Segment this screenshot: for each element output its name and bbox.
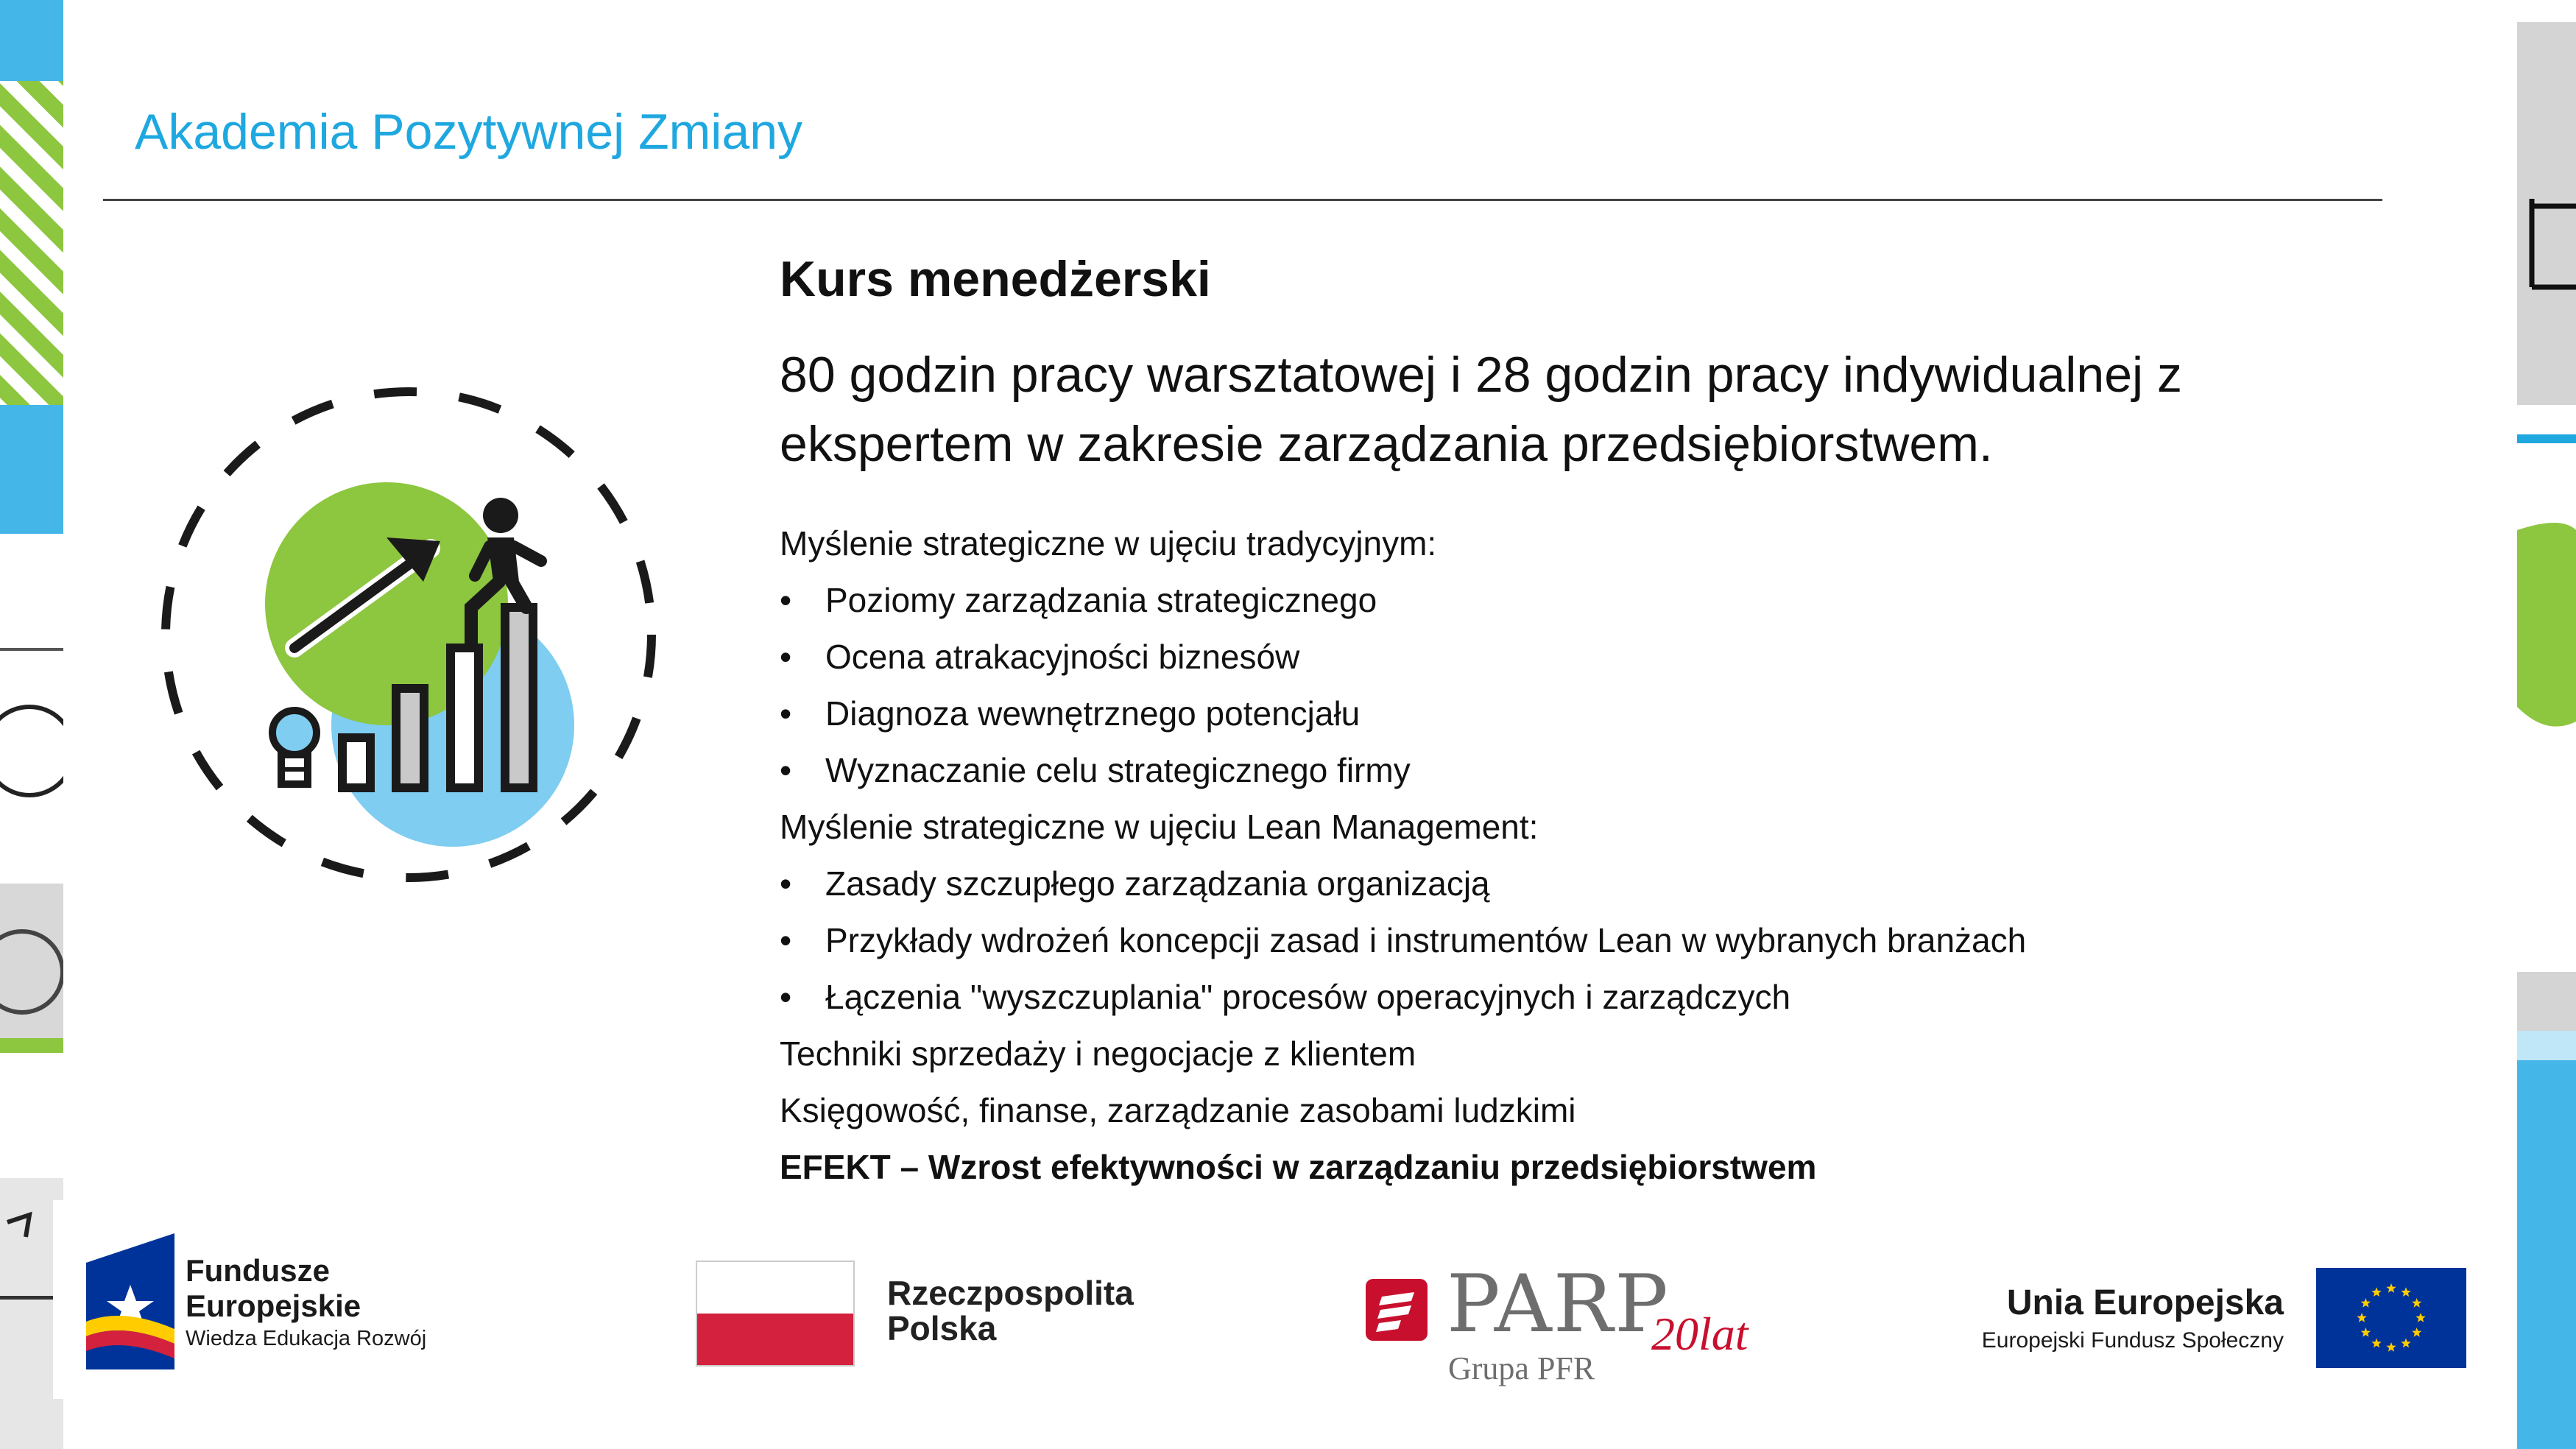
line-text: Myślenie strategiczne w ujęciu Lean Management: [780,808,1539,846]
line-text: Techniki sprzedaży i negocjacje z klientem [780,1034,1416,1073]
topic-line [780,1026,2385,1082]
parp-group: Grupa PFR [1448,1350,1595,1386]
header-divider [103,199,2382,201]
parp-name: PARP [1447,1258,1670,1350]
unia-europejska-logo [1958,1268,2466,1371]
topic-line [780,1139,2385,1196]
rzeczpospolita-polska-name [887,1275,1134,1346]
fundusze-europejskie-name [186,1253,361,1324]
line-text: Przykłady wdrożeń koncepcji zasad i instrumentów Lean w wybranych branżach [825,921,2027,959]
topic-line [780,515,2385,572]
course-summary: 80 godzin pracy warsztatowej i 28 godzin pracy indywidualnej z ekspertem w zakresie zarządzania przedsiębiorstwem. [780,347,2183,472]
growth-illustration [147,361,677,906]
line-text: Poziomy zarządzania strategicznego [825,581,1377,619]
unia-europejska-name: Unia Europejska [2006,1283,2284,1322]
fundusze-europejskie-logo [53,1200,427,1399]
bullet-icon: • [780,638,792,676]
bullet-icon: • [780,751,792,789]
topic-line [780,1082,2385,1139]
polish-flag-icon [696,1261,855,1367]
line-text: Diagnoza wewnętrznego potencjału [825,694,1361,733]
bullet-icon: • [780,864,792,903]
course-content [780,250,2385,1196]
fundusze-europejskie-subtitle: Wiedza Edukacja Rozwój [186,1327,427,1350]
right-decoration-strip [2517,0,2576,1449]
fundusze-name-line1: Fundusze [186,1253,330,1288]
bullet-item [780,969,2385,1026]
line-text: Zasady szczupłego zarządzania organizacją [825,864,1490,903]
page-title: Akademia Pozytywnej Zmiany [135,104,803,160]
line-text: Łączenia "wyszczuplania" procesów operacyjnych i zarządczych [825,978,1791,1016]
line-text: Wyznaczanie celu strategicznego firmy [825,751,1411,789]
parp-anniversary: 20lat [1651,1308,1748,1360]
topic-line [780,799,2385,856]
bullet-icon: • [780,921,792,959]
bullet-icon: • [780,978,792,1016]
line-text: Myślenie strategiczne w ujęciu tradycyjnym: [780,524,1437,563]
course-title: Kurs menedżerski [780,251,1211,307]
bullet-item [780,912,2385,969]
bullet-item [780,629,2385,685]
rzeczpospolita-polska-logo [696,1261,1174,1371]
course-topic-list [780,515,2385,1196]
line-text: Księgowość, finanse, zarządzanie zasobami ludzkimi [780,1091,1576,1129]
bullet-item [780,742,2385,799]
fundusze-europejskie-mark-icon [86,1233,174,1369]
right-decoration-graphic [2517,0,2576,1449]
line-text: EFEKT – Wzrost efektywności w zarządzaniu przedsiębiorstwem [780,1148,1817,1186]
rp-name-line2: Polska [887,1309,997,1347]
fundusze-name-line2: Europejskie [186,1288,361,1323]
bullet-item [780,572,2385,629]
bullet-icon: • [780,694,792,733]
rp-name-line1: Rzeczpospolita [887,1274,1134,1312]
unia-europejska-subtitle: Europejski Fundusz Społeczny [1981,1328,2284,1353]
parp-logo [1366,1258,1763,1392]
bullet-icon: • [780,581,792,619]
growth-illustration-graphic [147,361,677,906]
parp-mark-icon [1366,1279,1428,1341]
eu-flag-icon [2316,1268,2466,1368]
bullet-item [780,685,2385,742]
lightbulb-icon [272,711,317,784]
bullet-item [780,856,2385,912]
line-text: Ocena atrakacyjności biznesów [825,638,1300,676]
